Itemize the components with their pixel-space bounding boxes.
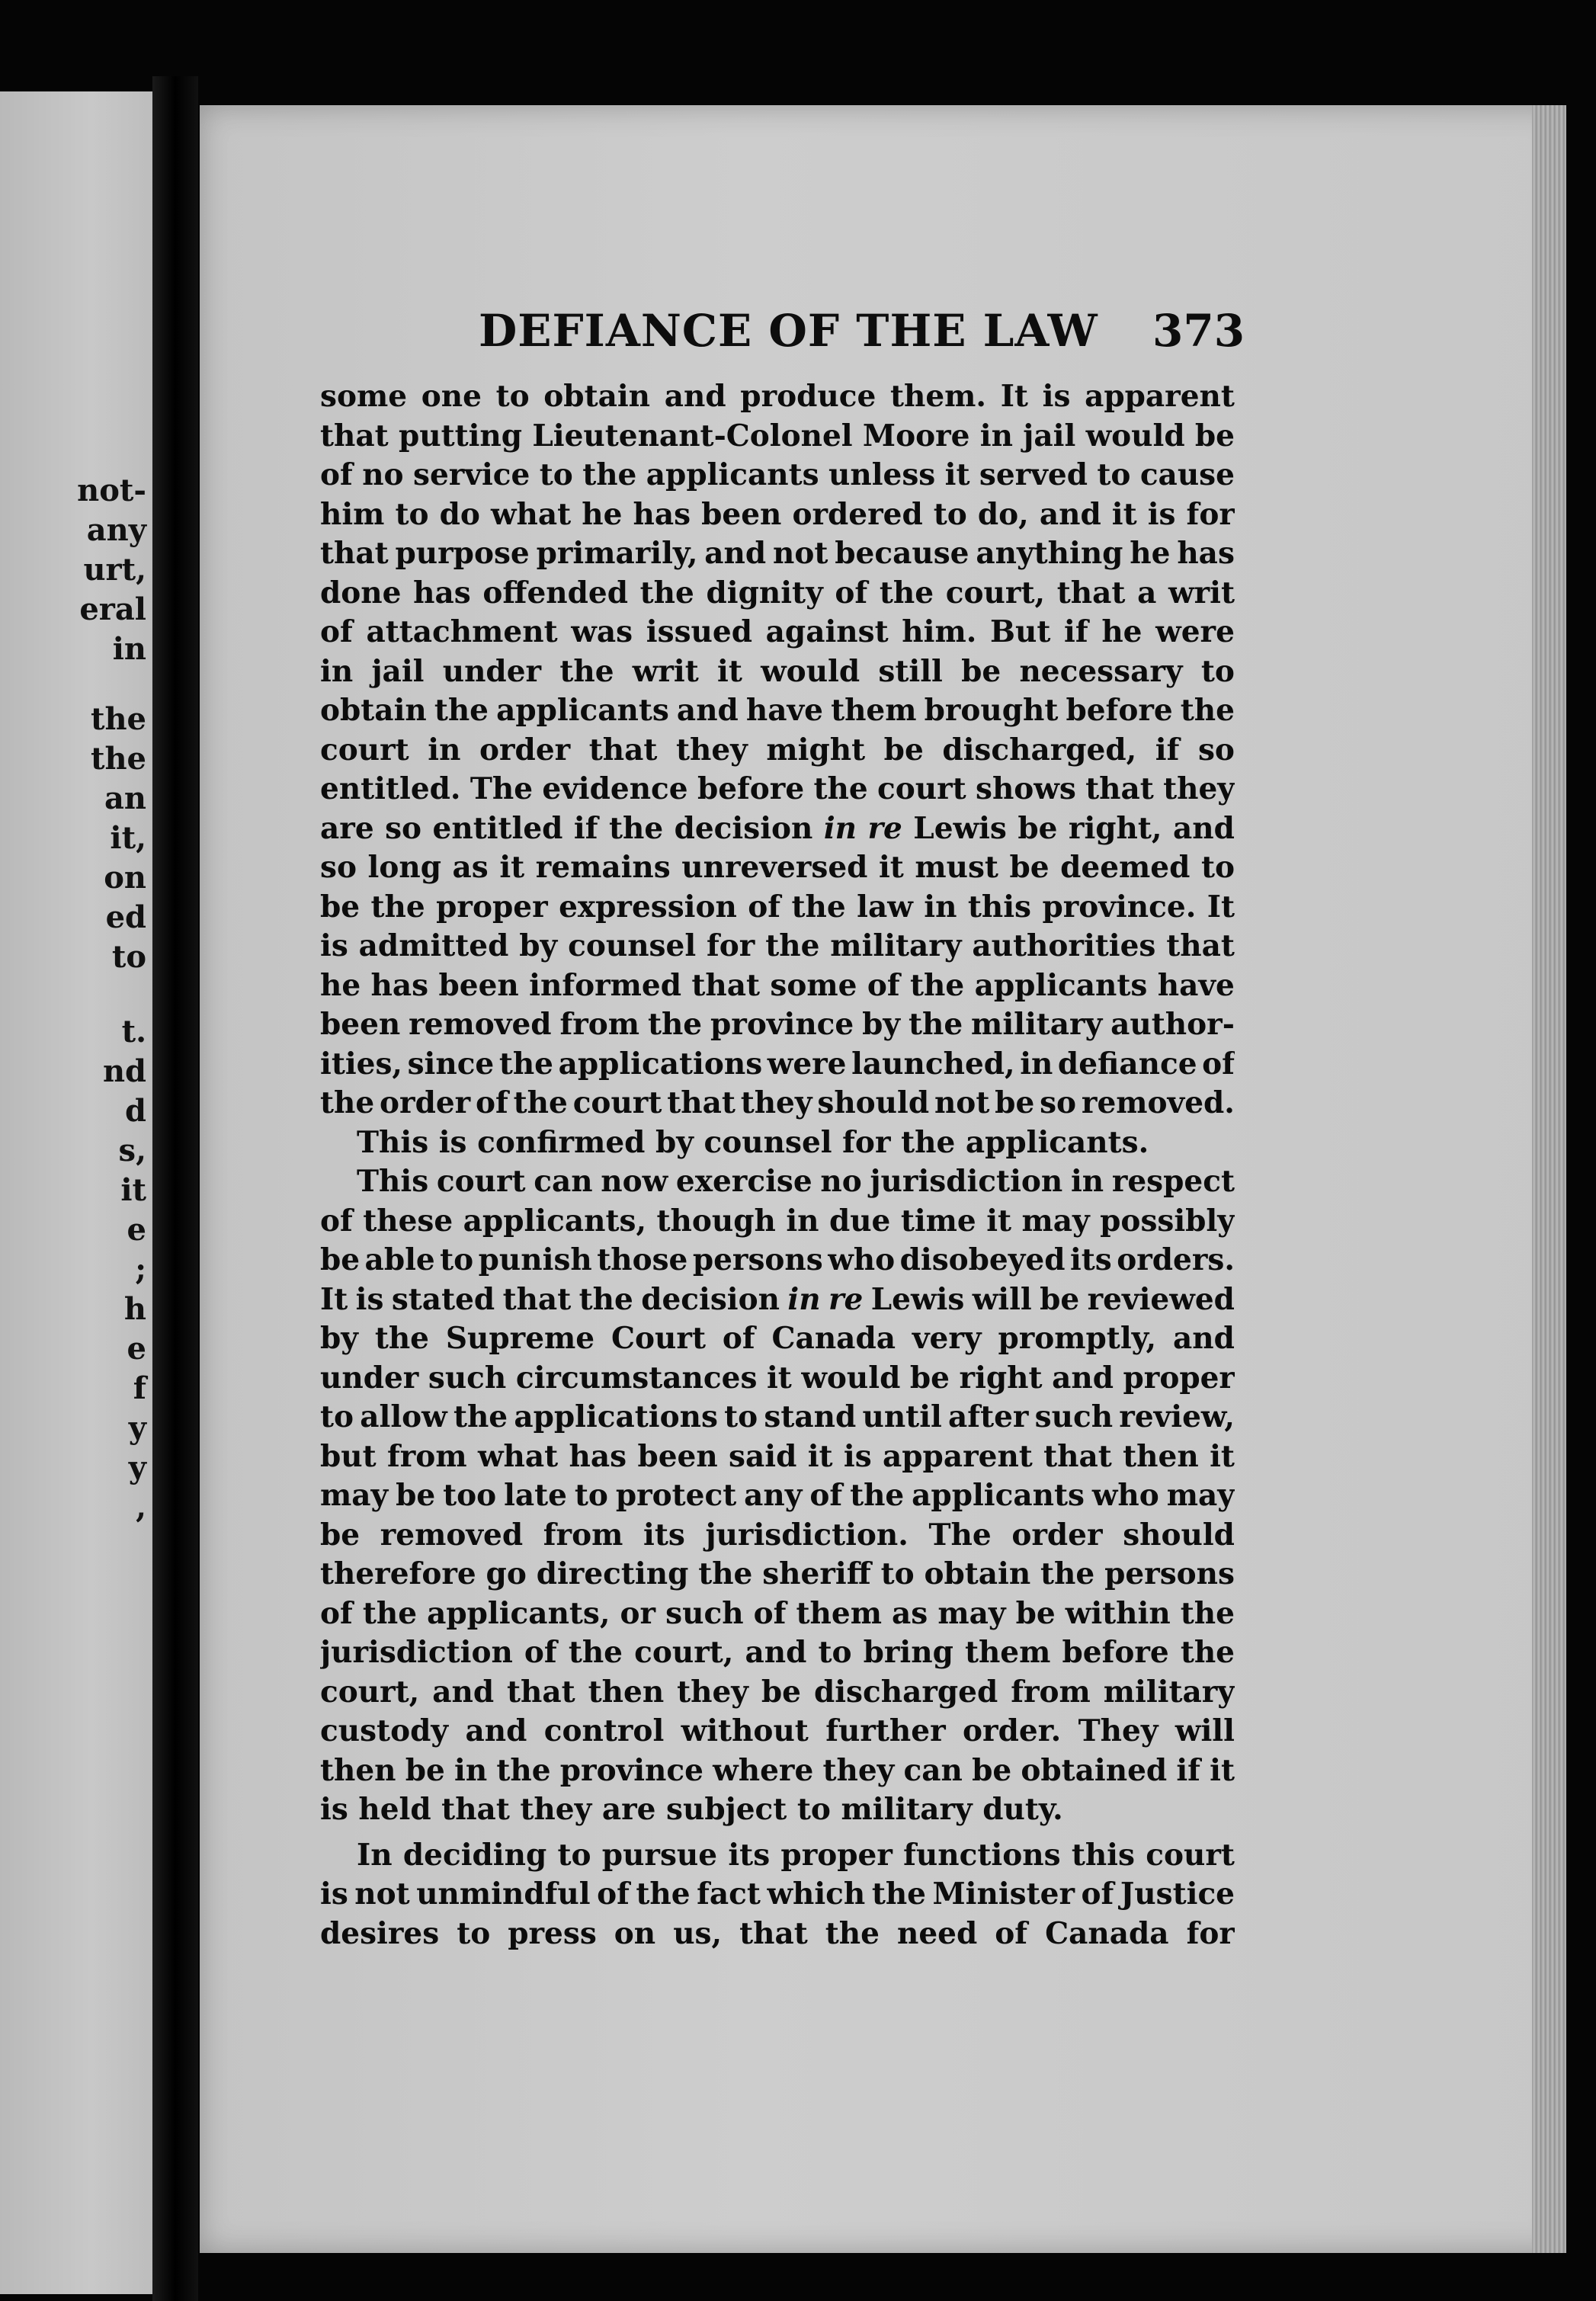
text-line: but from what has been said it is apparent that then it: [320, 1438, 1235, 1474]
text-line: by the Supreme Court of Canada very promptly, and: [320, 1321, 1235, 1356]
left-page-fragment-line: ,: [136, 1489, 146, 1525]
text-line: to allow the applications to stand until after such review,: [320, 1399, 1235, 1434]
text-line: be able to punish those persons who disobeyed its orders.: [320, 1242, 1235, 1277]
left-page-fragment-line: any: [86, 512, 146, 548]
text-line: of attachment was issued against him. But if he were: [320, 614, 1235, 649]
text-line: desires to press on us, that the need of Canada for: [320, 1915, 1235, 1951]
text-line: is held that they are subject to military duty.: [320, 1792, 1063, 1827]
text-line: is not unmindful of the fact which the Minister of Justice: [320, 1876, 1235, 1912]
left-page-fragment-line: f: [133, 1370, 146, 1406]
text-line: the order of the court that they should not be so removed.: [320, 1085, 1235, 1120]
text-line: entitled. The evidence before the court shows that they: [320, 771, 1235, 806]
body-text: [320, 377, 1235, 1953]
text-line: ities, since the applications were launched, in defiance of: [320, 1046, 1235, 1082]
text-line: court, and that then they be discharged from military: [320, 1674, 1235, 1710]
text-line: of these applicants, though in due time it may possibly: [320, 1203, 1235, 1239]
text-line: then be in the province where they can be obtained if it: [320, 1752, 1235, 1788]
text-line: be removed from its jurisdiction. The order should: [320, 1517, 1235, 1553]
text-line: obtain the applicants and have them brought before the: [320, 693, 1235, 728]
left-page-fragment-line: eral: [79, 591, 146, 627]
left-page-fragment-line: the: [90, 701, 146, 737]
left-page-fragment-line: e: [127, 1331, 146, 1367]
text-line: In deciding to pursue its proper functions this court: [357, 1837, 1235, 1873]
left-page-fragment-line: it,: [110, 820, 146, 856]
text-line: so long as it remains unreversed it must be deemed to: [320, 850, 1235, 885]
text-line: that putting Lieutenant-Colonel Moore in jail would be: [320, 418, 1235, 453]
text-line: under such circumstances it would be right and proper: [320, 1360, 1235, 1396]
left-page-fragment-line: e: [127, 1212, 146, 1248]
text-line: he has been informed that some of the applicants have: [320, 967, 1235, 1003]
text-line: are so entitled if the decision in re Lewis be right, and: [320, 810, 1235, 846]
text-line: This is confirmed by counsel for the applicants.: [357, 1124, 1149, 1160]
text-line: is admitted by counsel for the military authorities that: [320, 928, 1235, 963]
left-page-fragment-line: to: [111, 939, 146, 975]
left-page-fragment-line: urt,: [83, 552, 146, 588]
left-page-fragment-line: d: [125, 1093, 146, 1129]
left-page-fragment-line: h: [123, 1291, 146, 1327]
left-page-fragment-line: y: [128, 1450, 146, 1485]
page-number: 373: [1152, 305, 1245, 357]
text-line: It is stated that the decision in re Lewis will be reviewed: [320, 1281, 1235, 1317]
left-page-fragment-line: ed: [105, 899, 146, 935]
left-page-fragment-line: nd: [102, 1053, 146, 1089]
page-header: [479, 305, 1245, 358]
book-gutter: [152, 76, 198, 2301]
text-line: that purpose primarily, and not because anything he has: [320, 536, 1235, 571]
text-line: him to do what he has been ordered to do, and it is for: [320, 496, 1235, 532]
running-head: DEFIANCE OF THE LAW: [479, 305, 1098, 357]
page-edge: [1532, 105, 1566, 2253]
left-page-fragment-line: it: [120, 1172, 146, 1208]
text-line: This court can now exercise no jurisdiction in respect: [357, 1164, 1235, 1199]
text-line: of no service to the applicants unless it served to cause: [320, 457, 1235, 492]
text-line: been removed from the province by the military author-: [320, 1007, 1235, 1042]
left-page-fragment: [0, 91, 152, 2294]
left-page-fragment-line: t.: [121, 1014, 146, 1050]
left-page-fragment-line: y: [128, 1410, 146, 1446]
text-line: of the applicants, or such of them as may be within the: [320, 1595, 1235, 1631]
text-line: therefore go directing the sheriff to obtain the persons: [320, 1556, 1235, 1591]
text-line: court in order that they might be discharged, if so: [320, 732, 1235, 768]
text-line: done has offended the dignity of the court, that a writ: [320, 575, 1235, 611]
text-line: some one to obtain and produce them. It is apparent: [320, 379, 1235, 414]
left-page-fragment-line: the: [90, 741, 146, 777]
left-page-fragment-line: an: [104, 780, 146, 816]
left-page-fragment-line: ;: [135, 1251, 146, 1287]
left-page-fragment-line: on: [104, 860, 146, 896]
text-line: be the proper expression of the law in this province. It: [320, 889, 1235, 925]
text-line: may be too late to protect any of the applicants who may: [320, 1478, 1235, 1513]
text-line: custody and control without further order. They will: [320, 1713, 1235, 1748]
text-line: jurisdiction of the court, and to bring them before the: [320, 1635, 1235, 1670]
left-page-fragment-line: s,: [118, 1133, 146, 1168]
left-page-fragment-line: in: [112, 631, 146, 667]
left-page-fragment-line: not-: [77, 473, 146, 508]
text-line: in jail under the writ it would still be necessary to: [320, 653, 1235, 689]
